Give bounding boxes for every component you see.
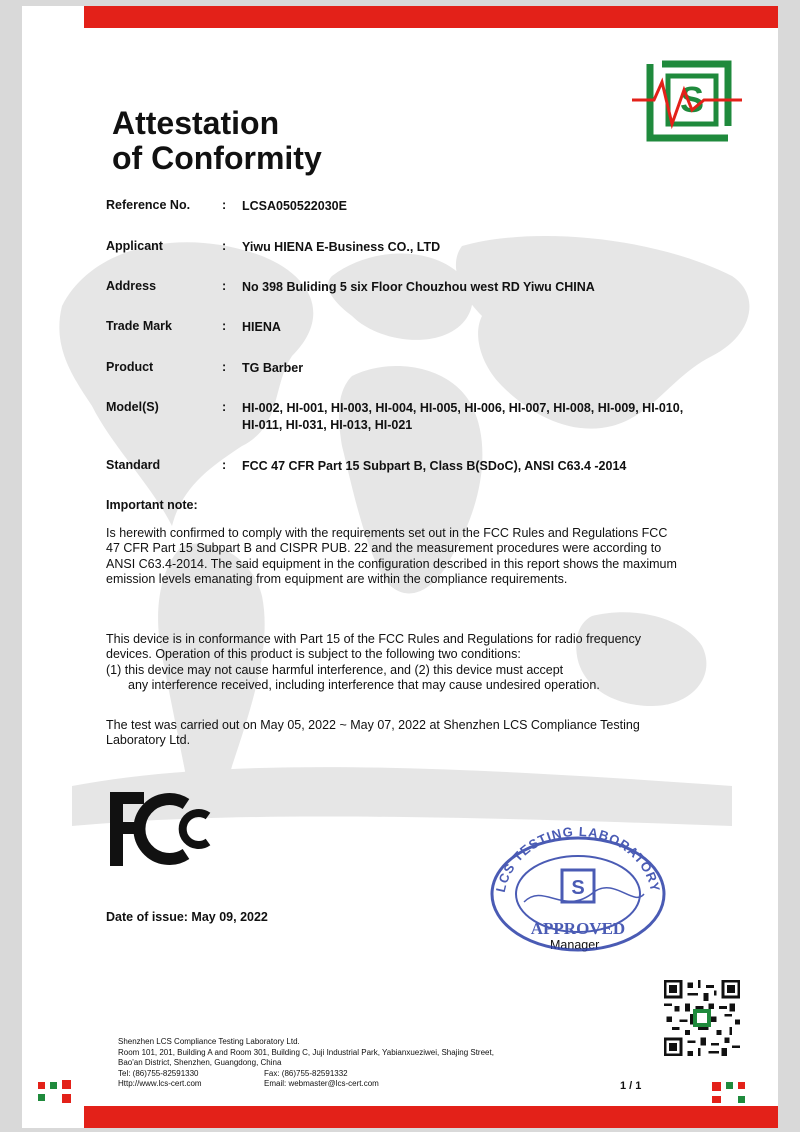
certificate-page	[22, 6, 778, 1128]
manager-label: Manager	[550, 938, 600, 952]
corner-square	[38, 1094, 45, 1101]
corner-square	[712, 1096, 721, 1103]
field-label: Standard	[106, 458, 161, 472]
title-line-2: of Conformity	[112, 139, 322, 176]
title-line-1: Attestation	[112, 105, 280, 141]
field-colon: :	[222, 279, 227, 293]
footer-company: Shenzhen LCS Compliance Testing Laboratory Ltd.	[118, 1037, 300, 1046]
corner-square	[62, 1094, 71, 1103]
field-label: Trade Mark	[106, 319, 173, 333]
compliance-paragraph: Is herewith confirmed to comply with the requirements set out in the FCC Rules and Regulations FCC 47 CFR Part 15 Subpart B and CISPR PUB. 22 and the measurement procedures were according to ANSI C63.4-2014. The said equipment in the configuration described in this report shows the maximum emission levels emanating from equipment are within the compliance requirements.	[106, 526, 677, 586]
corner-square	[38, 1082, 45, 1089]
field-value: Yiwu HIENA E-Business CO., LTD	[242, 240, 441, 254]
fcc-logo	[108, 786, 220, 872]
field-colon: :	[222, 319, 227, 333]
top-red-bar	[84, 6, 778, 28]
field-label: Reference No.	[106, 198, 191, 212]
field-colon: :	[222, 458, 227, 472]
field-value: TG Barber	[242, 361, 304, 375]
stamp-top-text: LCS TESTING LABORATORY	[492, 823, 664, 894]
approved-stamp	[484, 822, 672, 952]
date-of-issue: Date of issue: May 09, 2022	[106, 910, 268, 924]
field-value: LCSA050522030E	[242, 199, 347, 213]
important-note-heading: Important note:	[106, 498, 198, 512]
field-colon: :	[222, 400, 227, 414]
field-value: FCC 47 CFR Part 15 Subpart B, Class B(SDoC), ANSI C63.4 -2014	[242, 459, 627, 473]
footer-contact	[118, 1037, 618, 1090]
fcc-logo-text: FCC	[108, 786, 111, 787]
corner-square	[712, 1082, 721, 1091]
footer-tel: Tel: (86)755-82591330	[118, 1068, 199, 1078]
conformance-paragraph	[106, 632, 678, 693]
logo-letter: S	[679, 79, 705, 120]
footer-address-2: Bao'an District, Shenzhen, Guangdong, China	[118, 1058, 282, 1067]
field-label: Model(S)	[106, 400, 159, 414]
field-colon: :	[222, 360, 227, 374]
field-label: Product	[106, 360, 154, 374]
condition-line-1: (1) this device may not cause harmful interference, and (2) this device must accept	[106, 662, 564, 677]
conformance-text: This device is in conformance with Part 15 of the FCC Rules and Regulations for radio frequency devices. Operation of this product is subject to the following two conditions:	[106, 632, 641, 662]
footer-email[interactable]: Email: webmaster@lcs-cert.com	[264, 1079, 379, 1088]
field-label: Applicant	[106, 239, 163, 253]
corner-square	[726, 1082, 733, 1089]
stamp-bottom-text: APPROVED	[530, 919, 626, 938]
condition-line-2: any interference received, including interference that may cause undesired operation.	[128, 677, 600, 692]
corner-square	[738, 1082, 745, 1089]
field-colon: :	[222, 239, 227, 253]
field-label: Address	[106, 279, 157, 293]
footer-address-1: Room 101, 201, Building A and Room 301, Building C, Juji Industrial Park, Yabianxueziwei, Shajing Street,	[118, 1047, 494, 1057]
field-value: HI-002, HI-001, HI-003, HI-004, HI-005, HI-006, HI-007, HI-008, HI-009, HI-010, HI-011, HI-031, HI-013, HI-021	[242, 401, 684, 432]
bottom-red-bar	[84, 1106, 778, 1128]
lcs-logo	[632, 60, 742, 144]
footer-fax: Fax: (86)755-82591332	[264, 1068, 348, 1078]
corner-square	[738, 1096, 745, 1103]
field-value: HIENA	[242, 320, 281, 334]
test-date-paragraph: The test was carried out on May 05, 2022 ~ May 07, 2022 at Shenzhen LCS Compliance Testing Laboratory Ltd.	[106, 718, 640, 748]
corner-square	[62, 1080, 71, 1089]
field-colon: :	[222, 198, 227, 212]
page-number: 1 / 1	[620, 1080, 642, 1092]
svg-text:S: S	[571, 877, 585, 899]
corner-square	[50, 1082, 57, 1089]
field-value: No 398 Buliding 5 six Floor Chouzhou west RD Yiwu CHINA	[242, 280, 595, 294]
footer-web[interactable]: Http://www.lcs-cert.com	[118, 1079, 202, 1088]
document-title	[112, 106, 322, 175]
qr-code	[664, 980, 740, 1056]
